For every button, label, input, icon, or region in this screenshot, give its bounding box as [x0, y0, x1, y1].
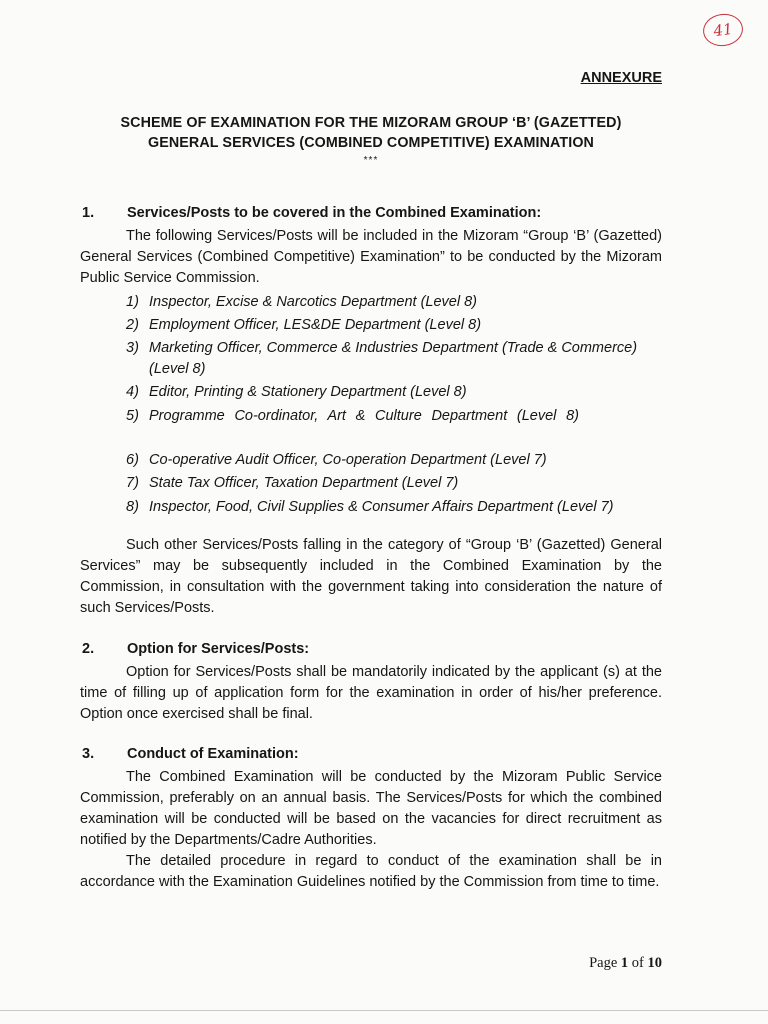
of-word: of	[631, 955, 644, 971]
section-2-heading: Option for Services/Posts:	[127, 641, 310, 657]
list-item	[126, 382, 662, 403]
list-item-text: Editor, Printing & Stationery Department (Level 8)	[149, 384, 467, 400]
section-1-heading: Services/Posts to be covered in the Combined Examination:	[127, 205, 542, 221]
list-item-number: 1)	[126, 294, 139, 310]
section-3-heading: Conduct of Examination:	[127, 746, 299, 762]
list-item-number: 3)	[126, 340, 139, 356]
total-pages: 10	[647, 955, 662, 971]
list-item-number: 8)	[126, 499, 139, 515]
list-item	[126, 473, 662, 494]
list-item-number: 6)	[126, 452, 139, 468]
page-bottom-edge	[0, 1010, 768, 1011]
list-item-number: 2)	[126, 317, 139, 333]
list-item	[126, 338, 662, 380]
list-item	[126, 450, 662, 471]
section-1-intro: The following Services/Posts will be included in the Mizoram “Group ‘B’ (Gazetted) General Services (Combined Competitive) Examination” to be conducted by the Mizoram Public Service Commission.	[80, 228, 662, 286]
section-3-body-1: The Combined Examination will be conducted by the Mizoram Public Service Commission, preferably on an annual basis. The Services/Posts for which the combined examination will be conducted will be based on the vacancies for direct recruitment as notified by the Departments/Cadre Authorities.	[80, 769, 662, 848]
current-page: 1	[620, 955, 629, 971]
list-item-number: 7)	[126, 475, 139, 491]
list-item-text: Programme Co-ordinator, Art & Culture Department (Level 8)	[149, 408, 579, 424]
section-3-body-2: The detailed procedure in regard to conduct of the examination shall be in accordance with the Examination Guidelines notified by the Commission from time to time.	[80, 853, 662, 890]
list-item-text: Inspector, Excise & Narcotics Department (Level 8)	[149, 294, 477, 310]
section-1-closing: Such other Services/Posts falling in the category of “Group ‘B’ (Gazetted) General Services” may be subsequently included in the Combined Examination by the Commission, in consultation with the government taking into consideration the nature of such Services/Posts.	[80, 537, 662, 616]
list-item-number: 5)	[126, 408, 139, 424]
page-footer	[589, 955, 662, 972]
section-1-number: 1.	[82, 205, 95, 221]
document-title-line-1: SCHEME OF EXAMINATION FOR THE MIZORAM GROUP ‘B’ (GAZETTED)	[120, 115, 622, 131]
list-item	[126, 292, 662, 313]
title-separator: ***	[363, 155, 379, 166]
list-item-text: Employment Officer, LES&DE Department (Level 8)	[149, 317, 482, 333]
section-3-number: 3.	[82, 746, 95, 762]
list-item-text: State Tax Officer, Taxation Department (Level 7)	[149, 475, 459, 491]
annexure-label: ANNEXURE	[580, 70, 662, 86]
list-item	[126, 497, 662, 518]
list-item-number: 4)	[126, 384, 139, 400]
page-word: Page	[589, 955, 618, 971]
list-item	[126, 315, 662, 336]
section-2-number: 2.	[82, 641, 95, 657]
handwritten-page-number: 41	[701, 11, 745, 48]
list-item-text: Marketing Officer, Commerce & Industries Department (Trade & Commerce) (Level 8)	[149, 340, 638, 377]
list-item-text: Co-operative Audit Officer, Co-operation Department (Level 7)	[149, 452, 547, 468]
list-item-text: Inspector, Food, Civil Supplies & Consumer Affairs Department (Level 7)	[149, 499, 614, 515]
document-title-line-2: GENERAL SERVICES (COMBINED COMPETITIVE) EXAMINATION	[148, 135, 594, 151]
section-2-body: Option for Services/Posts shall be mandatorily indicated by the applicant (s) at the time of filling up of application form for the examination in order of his/her preference. Option once exercised shall be final.	[80, 664, 662, 722]
list-item	[126, 406, 662, 427]
